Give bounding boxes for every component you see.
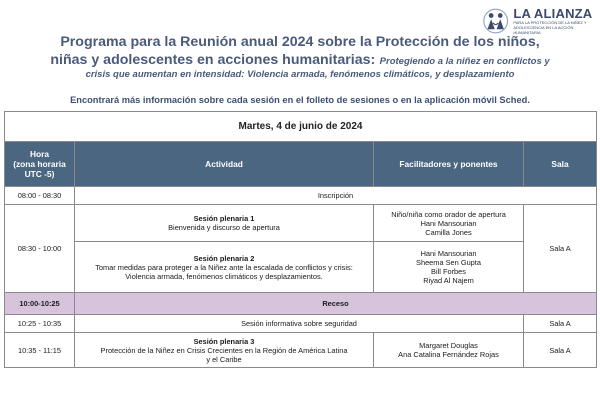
activity-cell: Sesión informativa sobre seguridad xyxy=(75,315,524,333)
session-description: Protección de la Niñez en Crisis Crecientes en la Región de América Latina xyxy=(100,345,348,355)
activity-cell xyxy=(75,333,374,368)
activity-cell xyxy=(75,242,374,293)
schedule-date: Martes, 4 de junio de 2024 xyxy=(5,112,597,142)
session-title: Sesión plenaria 3 xyxy=(193,336,255,346)
header-sala: Sala xyxy=(524,142,597,187)
session-description: Tomar medidas para proteger a la Niñez ante la escalada de conflictos y crisis: xyxy=(95,262,353,272)
table-row xyxy=(5,187,597,205)
activity-cell xyxy=(75,205,374,242)
room-cell: Sala A xyxy=(524,333,597,368)
room-cell: Sala A xyxy=(524,315,597,333)
table-row xyxy=(5,242,597,293)
table-row xyxy=(5,333,597,368)
time-cell: 10:35 - 11:15 xyxy=(5,333,75,368)
header-hora: Hora (zona horaria UTC -5) xyxy=(5,142,75,187)
logo-name: LA ALIANZA xyxy=(513,6,593,21)
table-row xyxy=(5,205,597,242)
title-line-1: Programa para la Reunión anual 2024 sobre la Protección de los niños, xyxy=(60,34,540,50)
title-line-2: niñas y adolescentes en acciones humanitarias: xyxy=(50,52,376,68)
page-title xyxy=(40,34,560,80)
title-theme-part-1: Protegiendo a la niñez en conflictos y xyxy=(379,56,550,67)
session-description: y el Caribe xyxy=(206,354,242,364)
time-cell: 08:30 - 10:00 xyxy=(5,205,75,293)
logo-subtitle-1: PARA LA PROTECCIÓN DE LA NIÑEZ Y xyxy=(513,20,587,25)
table-row xyxy=(5,315,597,333)
table-row xyxy=(5,293,597,315)
children-figures-icon xyxy=(482,5,509,37)
activity-cell: Receso xyxy=(75,293,597,315)
schedule-table xyxy=(4,111,597,368)
session-description: Bienvenida y discurso de apertura xyxy=(168,223,280,232)
header-actividad: Actividad xyxy=(75,142,374,187)
info-line: Encontrará más información sobre cada sesión en el folleto de sesiones o en la aplicación móvil Sched. xyxy=(70,95,530,105)
activity-cell: Inscripción xyxy=(75,187,597,205)
logo-subtitle-2: ADOLESCENCIA EN LA ACCIÓN HUMANITARIA xyxy=(513,25,574,35)
speakers-cell: Hani Mansourian Sheema Sen Gupta Bill Forbes Riyad Al Najem xyxy=(374,242,524,293)
room-cell: Sala A xyxy=(524,205,597,293)
header-facilitadores: Facilitadores y ponentes xyxy=(374,142,524,187)
session-description: Violencia armada, fenómenos climáticos y desplazamientos. xyxy=(125,271,323,281)
session-title: Sesión plenaria 2 xyxy=(193,253,255,263)
time-cell: 08:00 - 08:30 xyxy=(5,187,75,205)
alliance-logo xyxy=(482,4,594,38)
time-cell: 10:25 - 10:35 xyxy=(5,315,75,333)
speakers-cell: Niño/niña como orador de apertura Hani Mansourian Camilla Jones xyxy=(374,205,524,242)
speakers-cell: Margaret Douglas Ana Catalina Fernández Rojas xyxy=(374,333,524,368)
session-title: Sesión plenaria 1 xyxy=(193,214,255,223)
title-theme-part-2: crisis que aumentan en intensidad: Violencia armada, fenómenos climáticos, y desplazamiento xyxy=(85,69,515,80)
time-cell: 10:00-10:25 xyxy=(5,293,75,315)
